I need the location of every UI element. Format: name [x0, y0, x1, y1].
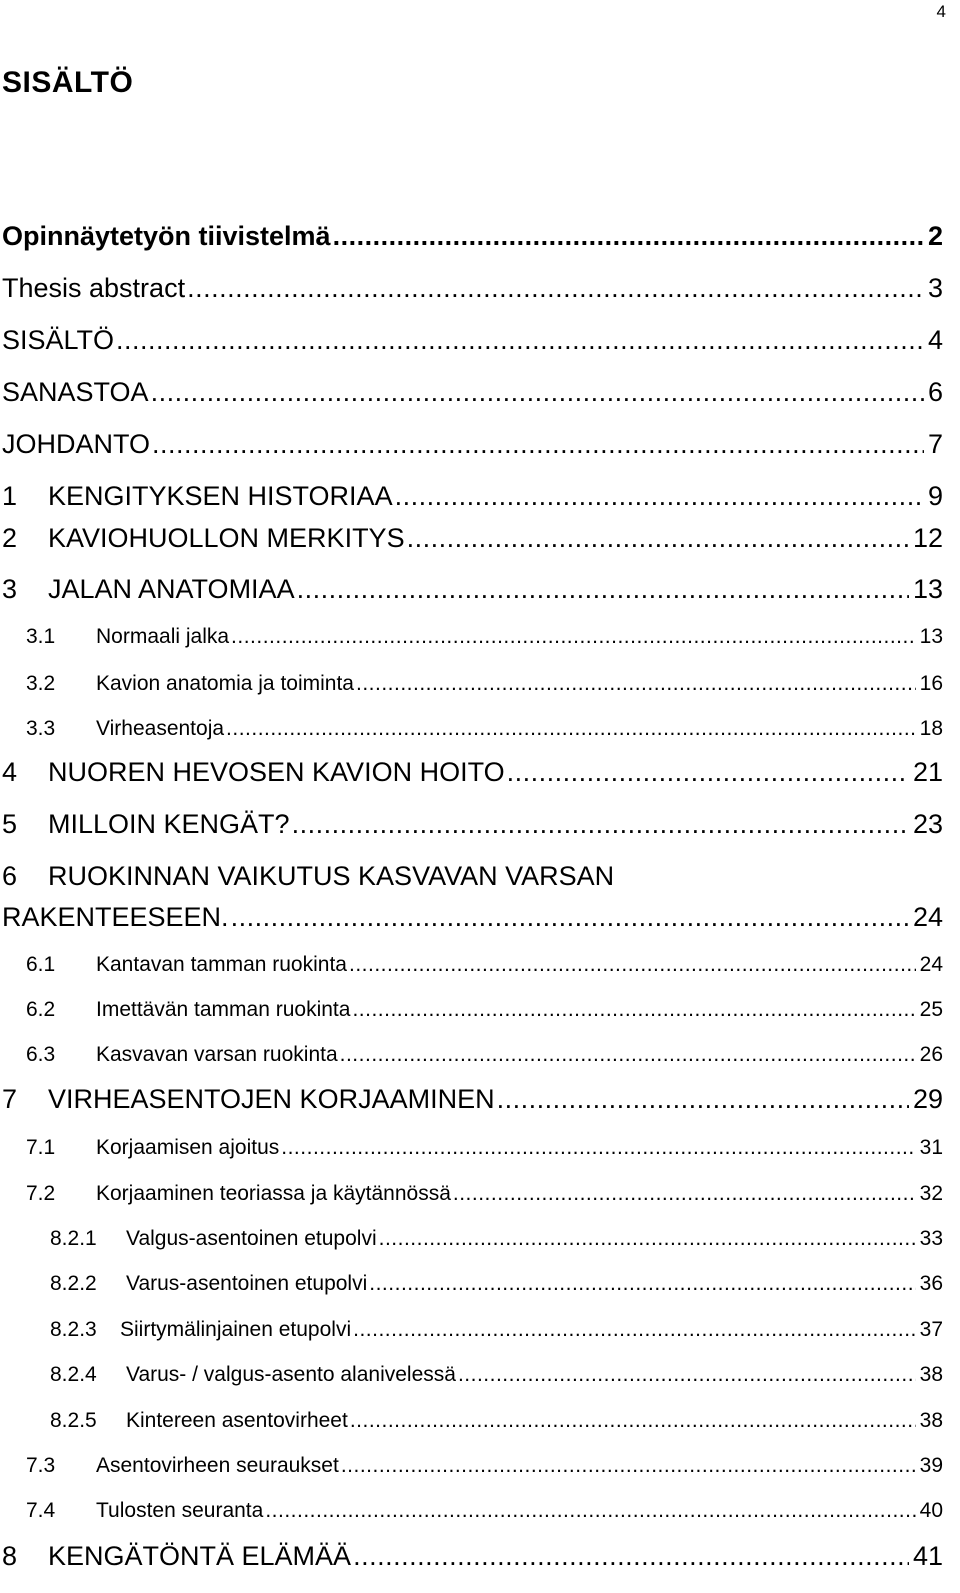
- toc-entry-page: 21: [912, 757, 943, 787]
- toc-dot-leader: [152, 429, 924, 460]
- toc-entry-title: SISÄLTÖ: [2, 325, 115, 355]
- toc-entry[interactable]: [26, 953, 943, 977]
- toc-dot-leader: [231, 625, 916, 649]
- toc-entry[interactable]: [50, 1227, 943, 1251]
- toc-entry-number: 7.4: [26, 1499, 56, 1522]
- toc-entry-number: 3.3: [26, 717, 56, 740]
- toc-entry-page: 13: [919, 625, 943, 648]
- toc-entry-title: JALAN ANATOMIAA: [48, 574, 295, 604]
- toc-entry[interactable]: [26, 625, 943, 649]
- toc-entry-title: Kavion anatomia ja toiminta: [96, 672, 354, 695]
- toc-entry-title: KAVIOHUOLLON MERKITYS: [48, 523, 405, 553]
- toc-entry-number: 2: [2, 523, 18, 553]
- toc-entry[interactable]: [2, 221, 943, 252]
- toc-entry[interactable]: [2, 523, 943, 554]
- toc-entry-page: 12: [912, 523, 943, 553]
- toc-entry[interactable]: [26, 1182, 943, 1206]
- page-number: 4: [936, 2, 946, 21]
- toc-entry-page: 40: [919, 1499, 943, 1522]
- toc-entry[interactable]: [50, 1318, 943, 1342]
- toc-entry-page: 25: [919, 998, 943, 1021]
- toc-entry-title: Varus-asentoinen etupolvi: [126, 1272, 368, 1295]
- toc-entry-title: Normaali jalka: [96, 625, 230, 648]
- toc-entry-number: 6.1: [26, 953, 56, 976]
- toc-dot-leader: [341, 1454, 916, 1478]
- toc-entry-title: Korjaaminen teoriassa ja käytännössä: [96, 1182, 451, 1205]
- toc-entry-title: Kantavan tamman ruokinta: [96, 953, 347, 976]
- toc-entry-number: 3: [2, 574, 18, 604]
- toc-entry[interactable]: [50, 1363, 943, 1387]
- toc-entry-title: Opinnäytetyön tiivistelmä: [2, 221, 331, 251]
- toc-entry-number: 1: [2, 481, 18, 511]
- toc-entry-page: 24: [919, 953, 943, 976]
- toc-dot-leader: [458, 1363, 916, 1387]
- toc-entry-page: 33: [919, 1227, 943, 1250]
- toc-entry-page: 38: [919, 1409, 943, 1432]
- toc-entry-number: 6.3: [26, 1043, 56, 1066]
- toc-entry-page: 24: [912, 902, 943, 932]
- toc-entry[interactable]: [50, 1272, 943, 1296]
- toc-entry-title: Asentovirheen seuraukset: [96, 1454, 339, 1477]
- toc-entry[interactable]: [2, 902, 943, 933]
- toc-entry-number: 3.1: [26, 625, 56, 648]
- toc-entry-title: Korjaamisen ajoitus: [96, 1136, 280, 1159]
- toc-dot-leader: [350, 1409, 916, 1433]
- toc-entry-number: 8.2.2: [50, 1272, 97, 1295]
- toc-entry-title: NUOREN HEVOSEN KAVION HOITO: [48, 757, 505, 787]
- toc-dot-leader: [187, 273, 924, 304]
- toc-entry-page: 2: [927, 221, 943, 251]
- toc-entry-page: 7: [927, 429, 943, 459]
- toc-dot-leader: [349, 953, 916, 977]
- toc-entry-title: VIRHEASENTOJEN KORJAAMINEN: [48, 1084, 495, 1114]
- toc-entry-title: JOHDANTO: [2, 429, 151, 459]
- toc-entry-page: 31: [919, 1136, 943, 1159]
- toc-entry-title: Thesis abstract: [2, 273, 186, 303]
- toc-entry[interactable]: [26, 1499, 943, 1523]
- toc-entry[interactable]: [2, 377, 943, 408]
- toc-dot-leader: [281, 1136, 915, 1160]
- toc-entry[interactable]: [26, 672, 943, 696]
- toc-entry-title-continued: RAKENTEESEEN.: [2, 902, 229, 932]
- toc-entry[interactable]: [2, 809, 943, 840]
- toc-entry-title: Varus- / valgus-asento alanivelessä: [126, 1363, 456, 1386]
- toc-entry[interactable]: [2, 325, 943, 356]
- toc-entry-page: 18: [919, 717, 943, 740]
- toc-entry-number: 5: [2, 809, 18, 839]
- toc-entry[interactable]: [2, 574, 943, 605]
- toc-dot-leader: [507, 757, 909, 788]
- toc-entry-page: 26: [919, 1043, 943, 1066]
- toc-entry-number: 3.2: [26, 672, 56, 695]
- toc-entry[interactable]: [2, 1084, 943, 1115]
- toc-entry-page: 3: [927, 273, 943, 303]
- toc-entry[interactable]: [50, 1409, 943, 1433]
- toc-entry-title: Imettävän tamman ruokinta: [96, 998, 351, 1021]
- toc-entry-page: 38: [919, 1363, 943, 1386]
- toc-dot-leader: [226, 717, 916, 741]
- toc-entry[interactable]: [2, 757, 943, 788]
- toc-entry-page: 41: [912, 1541, 943, 1571]
- toc-entry-title: Tulosten seuranta: [96, 1499, 264, 1522]
- toc-dot-leader: [453, 1182, 916, 1206]
- toc-entry-number: 6: [2, 861, 18, 891]
- toc-entry-title: Kasvavan varsan ruokinta: [96, 1043, 338, 1066]
- toc-dot-leader: [356, 672, 916, 696]
- toc-entry-number: 7.2: [26, 1182, 56, 1205]
- toc-dot-leader: [497, 1084, 909, 1115]
- toc-entry-title: RUOKINNAN VAIKUTUS KASVAVAN VARSAN: [48, 861, 615, 891]
- toc-entry-number: 8.2.3: [50, 1318, 97, 1341]
- toc-entry[interactable]: [26, 1043, 943, 1067]
- toc-entry-title: KENGÄTÖNTÄ ELÄMÄÄ: [48, 1541, 352, 1571]
- toc-dot-leader: [407, 523, 909, 554]
- toc-entry-page: 36: [919, 1272, 943, 1295]
- toc-entry-page: 6: [927, 377, 943, 407]
- toc-entry-title: Virheasentoja: [96, 717, 225, 740]
- toc-entry-page: 13: [912, 574, 943, 604]
- toc-dot-leader: [353, 1318, 916, 1342]
- toc-dot-leader: [151, 377, 924, 408]
- toc-entry-page: 37: [919, 1318, 943, 1341]
- toc-entry-number: 7.1: [26, 1136, 56, 1159]
- toc-entry[interactable]: [26, 1136, 943, 1160]
- toc-entry-number: 8.2.4: [50, 1363, 97, 1386]
- toc-entry-page: 4: [927, 325, 943, 355]
- toc-entry[interactable]: [2, 273, 943, 304]
- toc-entry[interactable]: [2, 481, 943, 512]
- toc-entry-number: 4: [2, 757, 18, 787]
- toc-entry-page: 39: [919, 1454, 943, 1477]
- toc-entry-title: MILLOIN KENGÄT?: [48, 809, 290, 839]
- toc-entry-page: 9: [927, 481, 943, 511]
- toc-entry-title: KENGITYKSEN HISTORIAA: [48, 481, 393, 511]
- toc-entry-wrapped-line[interactable]: [2, 861, 614, 892]
- toc-dot-leader: [395, 481, 924, 512]
- toc-dot-leader: [265, 1499, 915, 1523]
- toc-dot-leader: [353, 1541, 909, 1572]
- toc-dot-leader: [340, 1043, 916, 1067]
- toc-entry-page: 23: [912, 809, 943, 839]
- toc-entry-title: Siirtymälinjainen etupolvi: [120, 1318, 352, 1341]
- toc-dot-leader: [231, 902, 909, 933]
- toc-dot-leader: [379, 1227, 916, 1251]
- toc-entry-title: Valgus-asentoinen etupolvi: [126, 1227, 377, 1250]
- toc-entry[interactable]: [2, 1541, 943, 1572]
- toc-entry-title: SANASTOA: [2, 377, 149, 407]
- toc-entry[interactable]: [26, 717, 943, 741]
- toc-dot-leader: [292, 809, 909, 840]
- toc-dot-leader: [297, 574, 909, 605]
- toc-dot-leader: [333, 221, 924, 252]
- toc-entry-page: 32: [919, 1182, 943, 1205]
- toc-entry-number: 8: [2, 1541, 18, 1571]
- toc-entry-title: Kintereen asentovirheet: [126, 1409, 348, 1432]
- toc-entry[interactable]: [26, 1454, 943, 1478]
- toc-entry-number: 7: [2, 1084, 18, 1114]
- page-title: SISÄLTÖ: [2, 66, 134, 99]
- toc-entry-number: 8.2.1: [50, 1227, 97, 1250]
- toc-dot-leader: [352, 998, 915, 1022]
- toc-entry-page: 29: [912, 1084, 943, 1114]
- toc-entry-number: 6.2: [26, 998, 56, 1021]
- toc-entry-page: 16: [919, 672, 943, 695]
- toc-entry-number: 7.3: [26, 1454, 56, 1477]
- toc-entry-number: 8.2.5: [50, 1409, 97, 1432]
- toc-entry[interactable]: [26, 998, 943, 1022]
- toc-dot-leader: [369, 1272, 915, 1296]
- toc-dot-leader: [116, 325, 924, 356]
- toc-entry[interactable]: [2, 429, 943, 460]
